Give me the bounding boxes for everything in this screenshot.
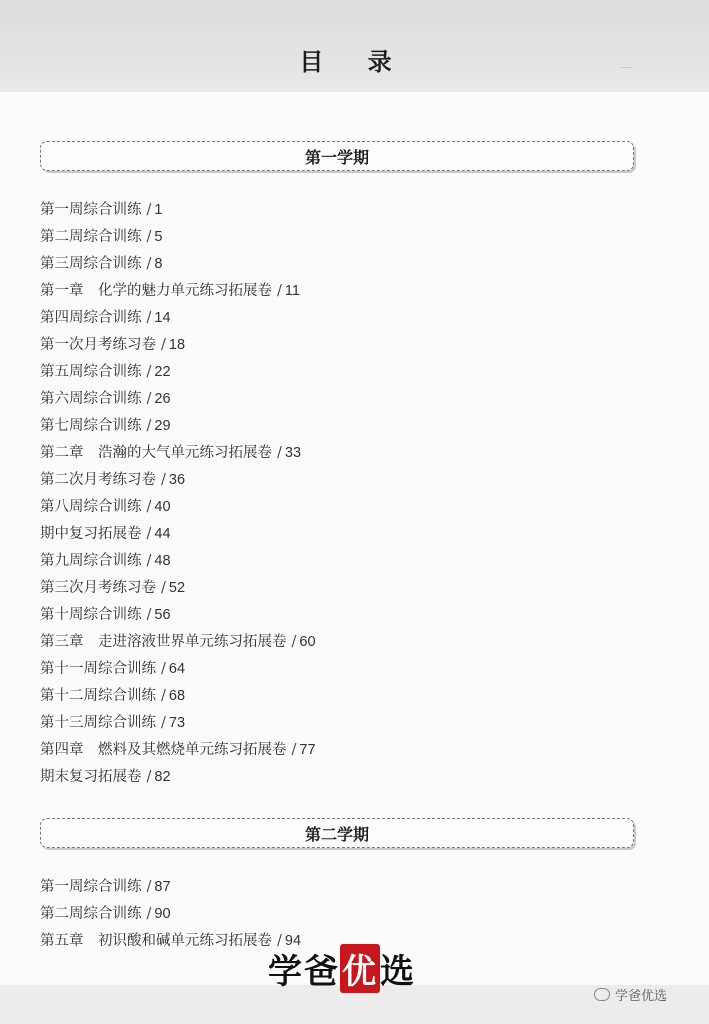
toc-page-number: 36 — [168, 472, 186, 488]
toc-separator: / — [161, 580, 166, 596]
toc-page-number: 14 — [154, 310, 171, 326]
toc-entry-title: 第四章 燃料及其燃烧单元练习拓展卷 — [40, 742, 287, 758]
toc-entry[interactable] — [40, 440, 316, 467]
toc-page-number: 44 — [154, 526, 171, 542]
toc-page-number: 8 — [154, 256, 163, 272]
toc-page-number: 64 — [168, 661, 186, 677]
toc-entry[interactable] — [40, 197, 316, 224]
toc-page-number: 90 — [154, 906, 171, 922]
term1-banner — [40, 141, 634, 171]
toc-separator: / — [161, 661, 166, 677]
toc-separator: / — [146, 499, 152, 515]
toc-entry-title: 第十一周综合训练 — [40, 661, 156, 677]
toc-separator: / — [146, 256, 152, 272]
toc-entry[interactable] — [40, 386, 316, 413]
toc-entry-title: 第一次月考练习卷 — [40, 337, 156, 353]
toc-entry[interactable] — [40, 874, 301, 901]
toc-entry-title: 期中复习拓展卷 — [40, 526, 142, 542]
toc-page-number: 73 — [168, 715, 186, 731]
toc-page-number: 52 — [168, 580, 186, 596]
wechat-icon — [594, 988, 610, 1001]
toc-page-number: 18 — [168, 337, 186, 353]
toc-separator: / — [161, 337, 166, 353]
watermark-text-1: 学爸 — [268, 952, 340, 992]
toc-separator: / — [161, 688, 166, 704]
term2-banner — [40, 818, 634, 848]
toc-entry-title: 第一章 化学的魅力单元练习拓展卷 — [40, 283, 272, 299]
toc-page-number: 82 — [154, 769, 171, 785]
toc-entry[interactable] — [40, 710, 316, 737]
toc-entry[interactable] — [40, 251, 316, 278]
toc-entry-title: 第三次月考练习卷 — [40, 580, 156, 596]
toc-page-number: 33 — [284, 445, 302, 461]
toc-entry-title: 第五章 初识酸和碱单元练习拓展卷 — [40, 933, 272, 949]
toc-entry[interactable] — [40, 224, 316, 251]
toc-page-number: 87 — [154, 879, 171, 895]
toc-entry-title: 第六周综合训练 — [40, 391, 142, 407]
toc-entry[interactable] — [40, 602, 316, 629]
toc-entry[interactable] — [40, 548, 316, 575]
toc-entry[interactable] — [40, 332, 316, 359]
toc-entry-title: 第十二周综合训练 — [40, 688, 156, 704]
term2-banner-label: 第二学期 — [304, 825, 369, 844]
toc-entry-title: 第十周综合训练 — [40, 607, 142, 623]
toc-separator: / — [146, 310, 152, 326]
toc-entry[interactable] — [40, 737, 316, 764]
toc-page-number: 94 — [284, 933, 302, 949]
toc-separator: / — [146, 391, 152, 407]
toc-page-number: 77 — [299, 742, 316, 758]
toc-entry[interactable] — [40, 928, 301, 955]
bleed-through-text: — — [620, 60, 633, 75]
toc-entry[interactable] — [40, 278, 316, 305]
toc-page-number: 5 — [154, 229, 163, 245]
toc-separator: / — [146, 202, 152, 218]
toc-separator: / — [277, 445, 282, 461]
wechat-account-name: 学爸优选 — [615, 989, 668, 1004]
toc-separator: / — [161, 715, 166, 731]
toc-entry[interactable] — [40, 521, 316, 548]
toc-separator: / — [146, 769, 152, 785]
toc-entry-title: 第一周综合训练 — [40, 202, 142, 218]
toc-separator: / — [146, 607, 152, 623]
toc-separator: / — [161, 472, 166, 488]
toc-entry[interactable] — [40, 494, 316, 521]
toc-entry[interactable] — [40, 764, 316, 791]
toc-entry-title: 第八周综合训练 — [40, 499, 142, 515]
toc-entry-title: 第十三周综合训练 — [40, 715, 156, 731]
term1-banner-label: 第一学期 — [304, 148, 369, 167]
toc-page-number: 29 — [154, 418, 171, 434]
toc-entry[interactable] — [40, 656, 316, 683]
toc-entry[interactable] — [40, 413, 316, 440]
toc-entry[interactable] — [40, 629, 316, 656]
watermark-logo — [268, 944, 416, 993]
toc-entry[interactable] — [40, 901, 301, 928]
toc-separator: / — [277, 283, 282, 299]
toc-entry-title: 第二周综合训练 — [40, 906, 142, 922]
toc-separator: / — [146, 526, 152, 542]
toc-page-number: 68 — [168, 688, 186, 704]
toc-page-number: 48 — [154, 553, 171, 569]
toc-entry-title: 第二周综合训练 — [40, 229, 142, 245]
toc-entry-title: 第二次月考练习卷 — [40, 472, 156, 488]
wechat-account — [594, 985, 667, 1004]
toc-entry-title: 第一周综合训练 — [40, 879, 142, 895]
toc-entry[interactable] — [40, 305, 316, 332]
watermark-text-2: 选 — [380, 952, 416, 992]
toc-page-number: 60 — [299, 634, 316, 650]
toc-entry-title: 期末复习拓展卷 — [40, 769, 142, 785]
toc-separator: / — [146, 229, 152, 245]
toc-separator: / — [146, 553, 152, 569]
toc-separator: / — [291, 742, 297, 758]
toc-entry-title: 第三章 走进溶液世界单元练习拓展卷 — [40, 634, 287, 650]
term1-toc-list — [40, 197, 316, 791]
toc-page-number: 26 — [154, 391, 171, 407]
page-title: 目 录 — [299, 48, 410, 76]
toc-page-number: 1 — [154, 202, 163, 218]
toc-separator: / — [291, 634, 297, 650]
term2-toc-list — [40, 874, 301, 955]
toc-separator: / — [277, 933, 282, 949]
toc-entry-title: 第五周综合训练 — [40, 364, 142, 380]
toc-separator: / — [146, 906, 152, 922]
toc-entry[interactable] — [40, 575, 316, 602]
toc-separator: / — [146, 879, 152, 895]
toc-entry-title: 第九周综合训练 — [40, 553, 142, 569]
toc-entry[interactable] — [40, 467, 316, 494]
toc-page-number: 40 — [154, 499, 171, 515]
toc-entry-title: 第三周综合训练 — [40, 256, 142, 272]
toc-separator: / — [146, 364, 152, 380]
toc-entry-title: 第四周综合训练 — [40, 310, 142, 326]
toc-entry-title: 第二章 浩瀚的大气单元练习拓展卷 — [40, 445, 272, 461]
watermark-seal: 优 — [340, 944, 380, 993]
toc-separator: / — [146, 418, 152, 434]
toc-entry[interactable] — [40, 683, 316, 710]
toc-page-number: 56 — [154, 607, 171, 623]
toc-entry[interactable] — [40, 359, 316, 386]
toc-entry-title: 第七周综合训练 — [40, 418, 142, 434]
toc-page-number: 11 — [284, 283, 300, 299]
toc-page-number: 22 — [154, 364, 171, 380]
